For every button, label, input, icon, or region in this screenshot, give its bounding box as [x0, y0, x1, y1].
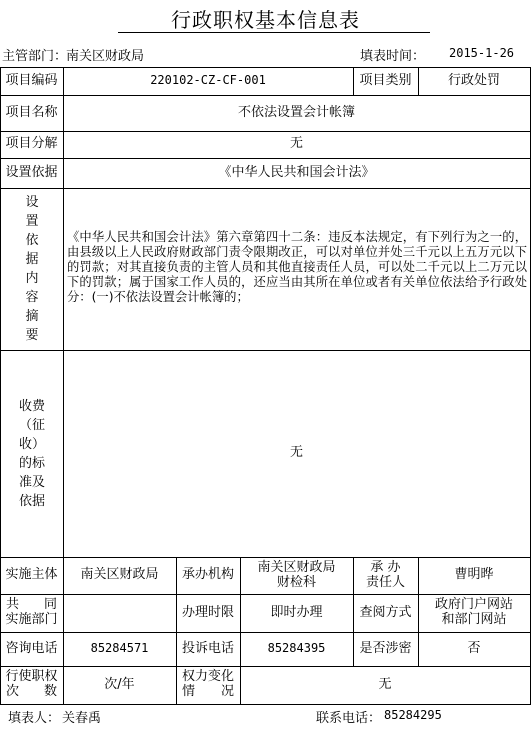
change-label-char: 情: [182, 684, 196, 699]
filler-label: 填表人：: [8, 711, 61, 726]
joint-label-char: 同: [43, 597, 57, 613]
joint-label-line: [0, 598, 63, 613]
secret-value: 否: [467, 640, 481, 656]
person-label-line: 责任人: [365, 574, 405, 590]
consult-label: 咨询电话: [5, 640, 58, 656]
time-value: 即时办理: [270, 604, 323, 620]
form-title: 行政职权基本信息表: [171, 8, 360, 32]
subject-label: 实施主体: [5, 567, 58, 583]
times-label-char: 数: [43, 684, 57, 699]
title-underline: [118, 32, 430, 33]
change-label-line: [176, 685, 240, 700]
times-value: 次/年: [104, 676, 135, 692]
query-value-line: 政府门户网站: [434, 597, 513, 613]
complaint-label: 投诉电话: [181, 640, 234, 656]
split-value: 无: [289, 136, 303, 152]
category-label: 项目类别: [359, 72, 412, 88]
query-label: 查阅方式: [359, 604, 412, 620]
agency-value: [240, 557, 353, 594]
times-label: [0, 666, 63, 704]
times-label-line: 行使职权: [5, 669, 58, 685]
basis-value: 《中华人民共和国会计法》: [218, 164, 375, 180]
summary-label: 设置依据内容摘要: [25, 195, 39, 343]
query-value: [418, 594, 530, 632]
dept-value: 南关区财政局: [66, 49, 145, 64]
grid-line: [0, 704, 531, 705]
grid-line: [0, 188, 531, 189]
change-label: [176, 666, 240, 704]
times-label-line: [0, 685, 63, 700]
fee-value: 无: [289, 445, 303, 461]
phone-label: 联系电话：: [316, 711, 382, 726]
split-label: 项目分解: [5, 136, 58, 152]
joint-label: [0, 594, 63, 632]
person-label-line: 承 办: [370, 559, 401, 575]
subject-value: 南关区财政局: [80, 567, 159, 583]
filler-value: 关春禹: [62, 711, 102, 726]
fee-label: 收费（征收）的标准及依据: [19, 398, 46, 509]
secret-label: 是否涉密: [359, 640, 412, 656]
person-label: [353, 557, 418, 594]
dept-label: 主管部门：: [2, 49, 68, 64]
joint-label-char: 共: [6, 597, 20, 613]
category-value: 行政处罚: [447, 72, 500, 88]
name-label: 项目名称: [5, 104, 58, 120]
joint-label-line: 实施部门: [5, 612, 58, 627]
date-label: 填表时间：: [360, 49, 426, 64]
code-value: 220102-CZ-CF-001: [150, 73, 266, 88]
code-label: 项目编码: [5, 72, 58, 88]
time-label: 办理时限: [181, 604, 234, 620]
person-value: 曹明晔: [454, 567, 494, 583]
complaint-value: 85284395: [267, 641, 326, 656]
change-label-char: 况: [220, 684, 234, 699]
agency-value-line: 南关区财政局: [257, 559, 336, 575]
consult-value: 85284571: [90, 641, 149, 656]
change-value: 无: [378, 676, 392, 692]
times-label-char: 次: [6, 684, 20, 699]
change-label-line: 权力变化: [181, 669, 234, 685]
agency-value-line: 财检科: [276, 574, 316, 590]
summary-text: 《中华人民共和国会计法》第六章第四十二条：违反本法规定，有下列行为之一的，由县级以上人民政府财政部门责令限期改正，可以对单位并处三千元以上五万元以下的罚款；对其直接负责的主管人员和其他直接责任人员，可以处二千元以上二万元以下的罚款；属于国家工作人员的，还应当由其所在单位或者有关单位依法给予行政处分：(一)不依法设置会计帐簿的；: [67, 230, 527, 304]
phone-value: 85284295: [384, 708, 442, 722]
date-value: 2015-1-26: [449, 46, 515, 60]
name-value: 不依法设置会计帐簿: [237, 104, 355, 120]
query-value-line: 和部门网站: [441, 612, 507, 627]
basis-label: 设置依据: [5, 164, 58, 180]
agency-label: 承办机构: [181, 567, 234, 583]
